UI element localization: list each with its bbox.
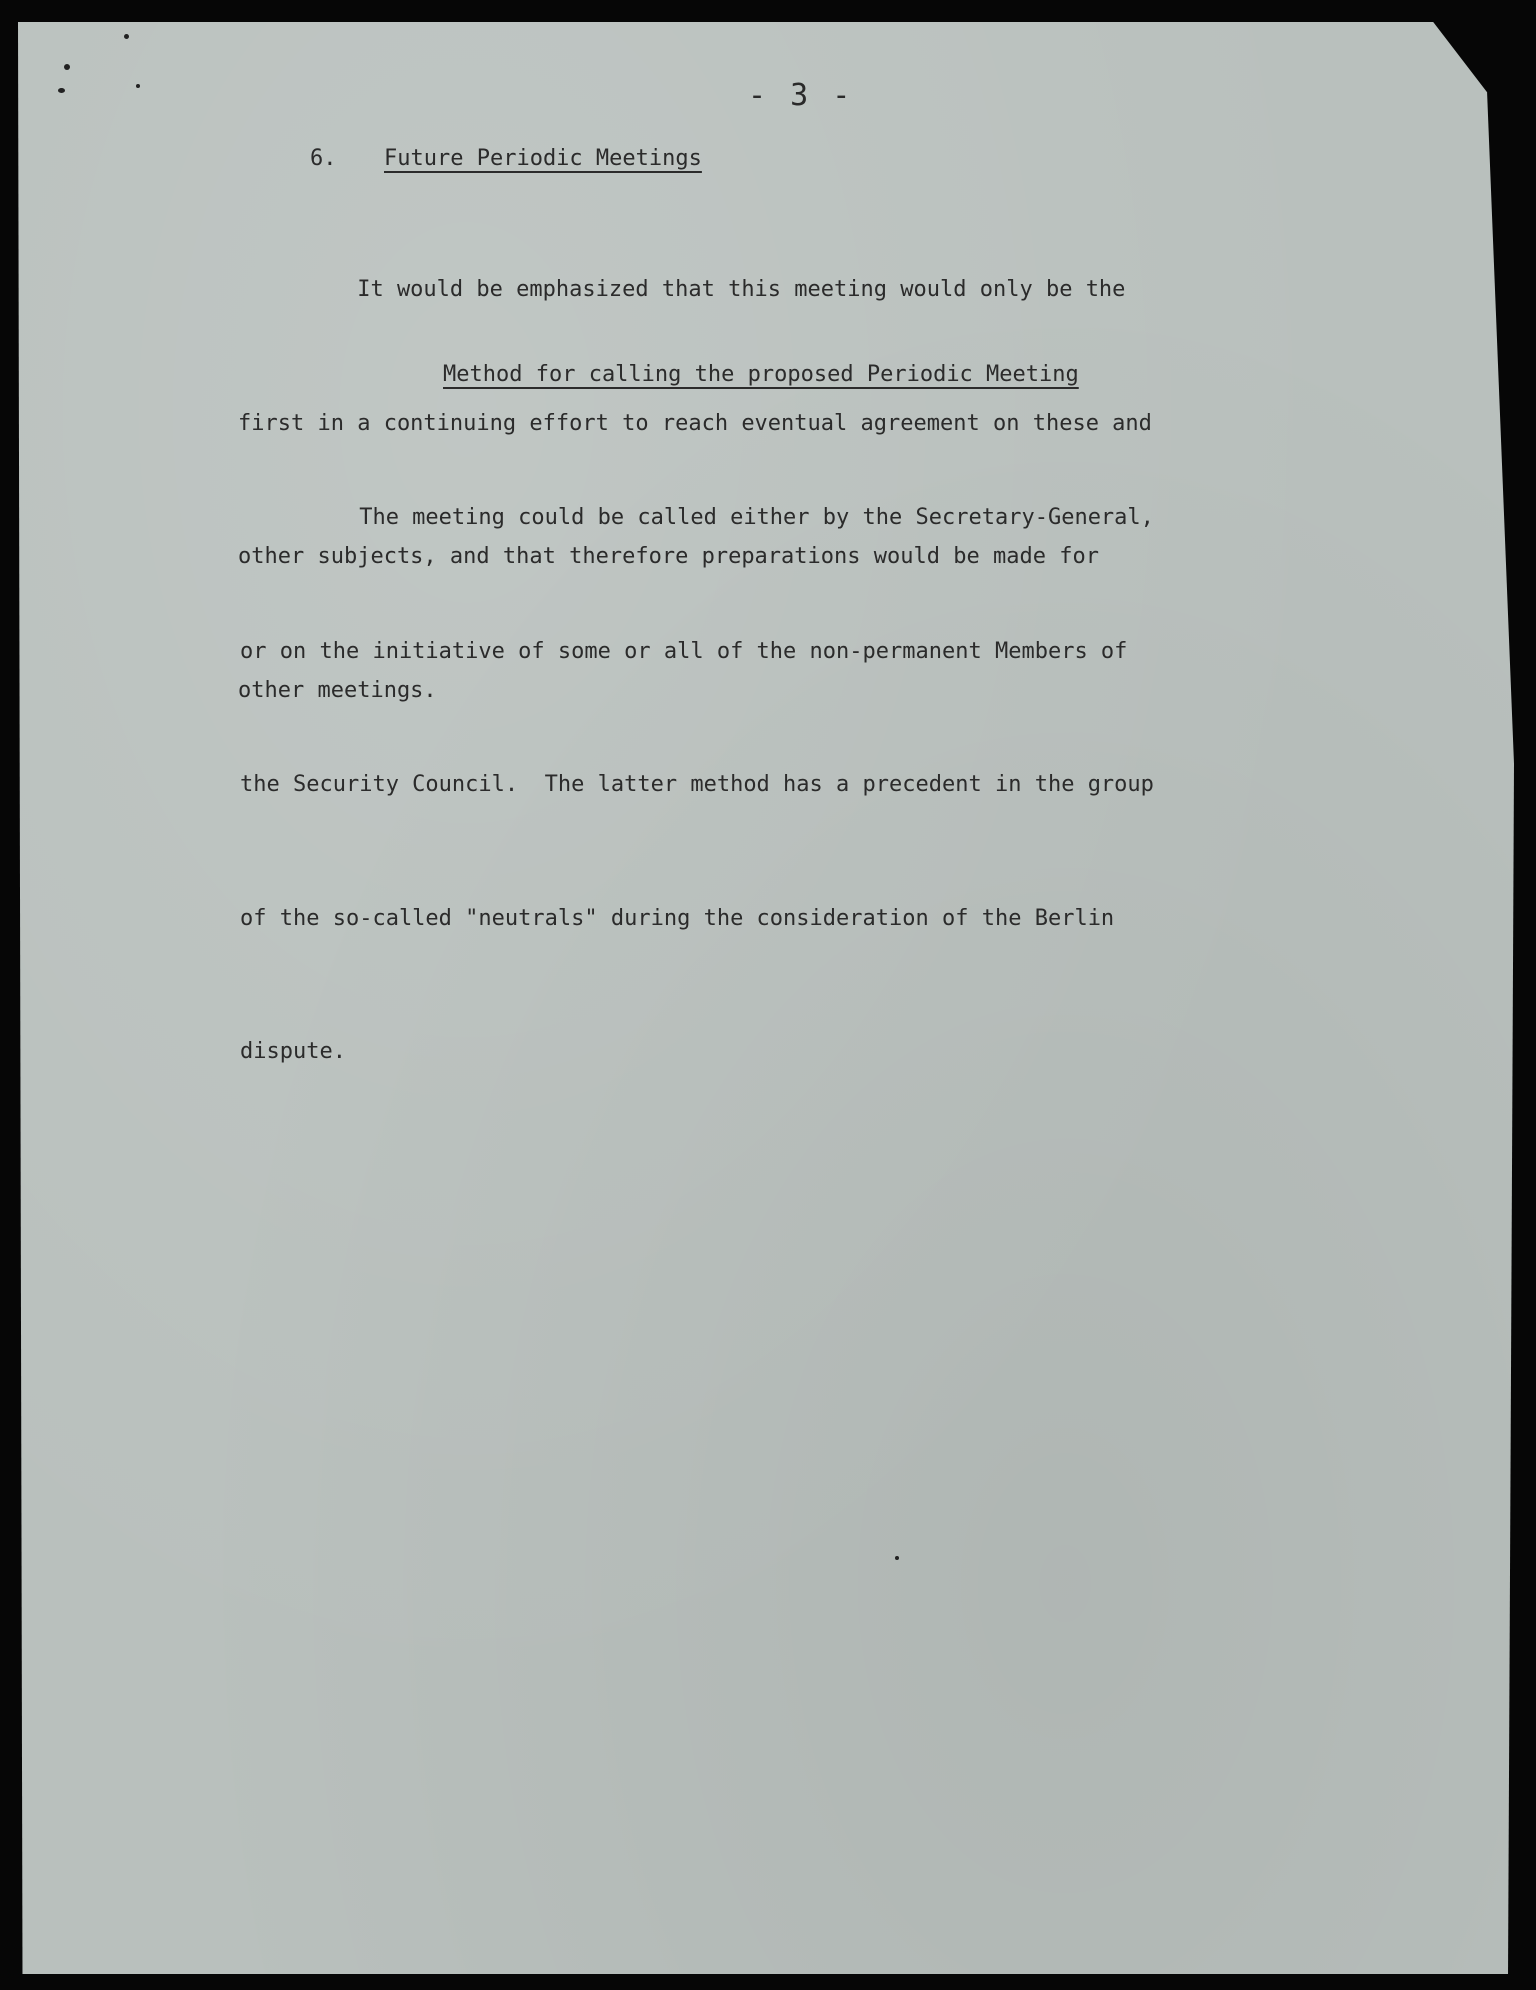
subsection-paragraph [240,407,1154,1164]
paragraph-line: the Security Council. The latter method has a precedent in the group [240,772,1154,797]
subsection-title: Method for calling the proposed Periodic Meeting [443,362,1079,387]
paragraph-line: dispute. [240,1039,346,1064]
section-number: 6. [310,146,337,171]
paragraph-line: The meeting could be called either by the Secretary-General, [240,505,1154,530]
scan-speck [895,1556,899,1560]
paragraph-line: other meetings. [238,677,437,703]
scan-speck [64,64,70,70]
paragraph-line: of the so-called "neutrals" during the consideration of the Berlin [240,905,1115,931]
paragraph-line: first in a continuing effort to reach eventual agreement on these and [238,410,1152,436]
paragraph-line: or on the initiative of some or all of the non-permanent Members of [240,638,1128,664]
page-number: - 3 - [748,78,854,113]
scan-speck [136,84,140,88]
paragraph-line: other subjects, and that therefore preparations would be made for [238,544,1099,569]
scan-speck [124,34,129,39]
section-title: Future Periodic Meetings [384,146,702,171]
paragraph-line: It would be emphasized that this meeting would only be the [238,277,1126,302]
scan-speck [58,88,65,93]
section-heading [310,146,702,171]
